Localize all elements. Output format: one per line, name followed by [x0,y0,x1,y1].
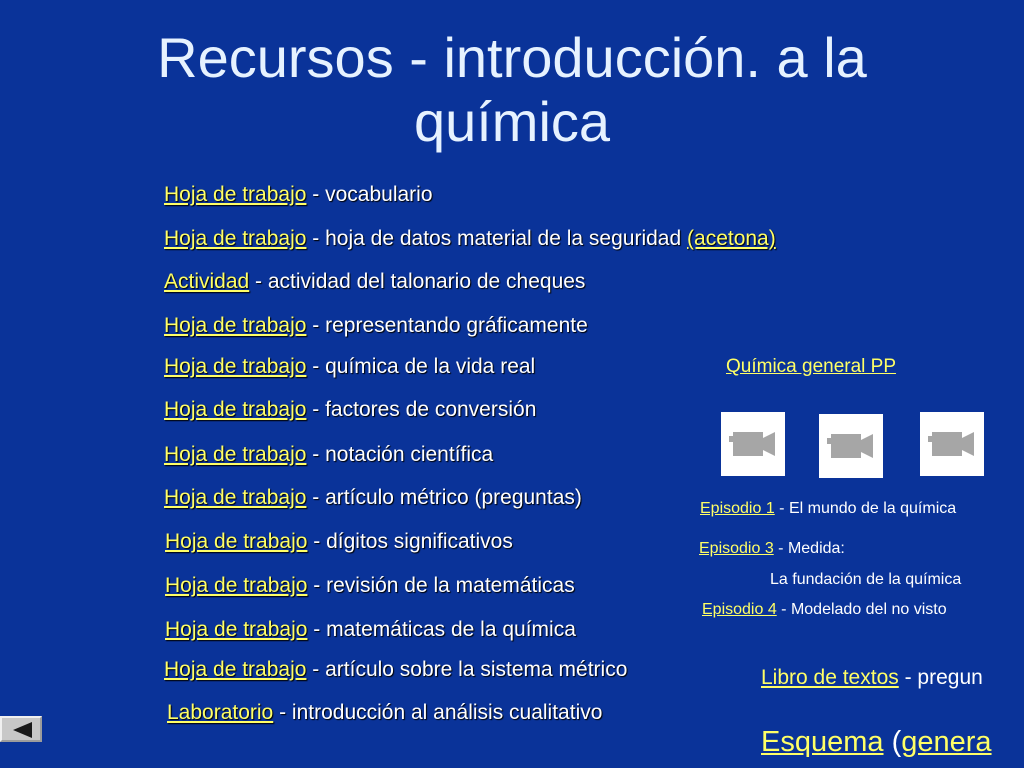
video-camera-icon [729,430,779,458]
back-button[interactable] [0,716,42,742]
resource-desc: - dígitos significativos [307,530,513,553]
episode-desc: - Modelado del no visto [776,601,947,618]
resource-link[interactable]: Laboratorio [167,701,274,724]
resource-item [164,314,588,338]
quimica-general-pp-link[interactable]: Química general PP [726,356,897,377]
textbook-link[interactable]: Libro de textos [761,666,899,689]
resource-link[interactable]: Hoja de trabajo [165,574,308,597]
episode-desc: La fundación de la química [770,571,962,588]
resource-link[interactable]: Hoja de trabajo [164,658,307,681]
resource-desc: - artículo sobre la sistema métrico [306,658,628,681]
resource-desc: - química de la vida real [306,355,536,378]
acetona-link[interactable]: (acetona) [687,227,776,250]
outline-link[interactable]: Esquema [761,726,884,758]
resource-desc: - vocabulario [306,183,433,206]
video-button[interactable] [721,412,785,476]
resource-link[interactable]: Hoja de trabajo [164,227,307,250]
textbook-item [761,666,983,690]
resource-item [164,443,493,467]
outline-paren: ( [883,726,902,758]
resource-link[interactable]: Hoja de trabajo [165,530,308,553]
resource-link[interactable]: Hoja de trabajo [165,618,308,641]
resource-link[interactable]: Hoja de trabajo [164,398,307,421]
resource-link[interactable]: Hoja de trabajo [164,443,307,466]
episode-item [700,500,956,518]
resource-item [164,355,535,379]
resource-desc: - matemáticas de la química [307,618,576,641]
episode-item [702,601,947,619]
video-button[interactable] [920,412,984,476]
resource-link[interactable]: Hoja de trabajo [164,183,307,206]
resource-item [164,658,627,682]
resource-desc: - artículo métrico (preguntas) [306,486,582,509]
resource-desc: - hoja de datos material de la seguridad [306,227,688,250]
resource-item [167,701,602,725]
resource-desc: - factores de conversión [306,398,537,421]
resource-desc: - revisión de la matemáticas [307,574,575,597]
resource-item [165,574,575,598]
episode-link[interactable]: Episodio 3 [699,540,774,557]
page-title: Recursos - introducción. a la química [157,26,867,153]
resource-item [164,183,433,207]
textbook-desc: - pregun [898,666,983,689]
resource-item [164,270,585,294]
resource-link[interactable]: Hoja de trabajo [164,486,307,509]
video-camera-icon [827,432,877,460]
resource-item [164,398,536,422]
resource-desc: - notación científica [306,443,494,466]
resource-desc: - introducción al análisis cualitativo [273,701,603,724]
resource-item [165,530,513,554]
resource-item [164,227,776,251]
resource-item [165,618,576,642]
resource-desc: - representando gráficamente [306,314,588,337]
resource-link[interactable]: Hoja de trabajo [164,355,307,378]
outline-general-link[interactable]: genera [901,726,992,758]
back-arrow-icon [10,721,34,739]
episode-desc: - Medida: [773,540,845,557]
episode-desc: - El mundo de la química [774,500,957,517]
episode-item [699,540,845,558]
resource-link[interactable]: Actividad [164,270,250,293]
video-button[interactable] [819,414,883,478]
resource-link[interactable]: Hoja de trabajo [164,314,307,337]
episode-link[interactable]: Episodio 4 [702,601,777,618]
episode-item [770,571,961,589]
outline-item [761,726,992,759]
resource-item [164,486,582,510]
episode-link[interactable]: Episodio 1 [700,500,775,517]
resource-desc: - actividad del talonario de cheques [249,270,586,293]
video-camera-icon [928,430,978,458]
